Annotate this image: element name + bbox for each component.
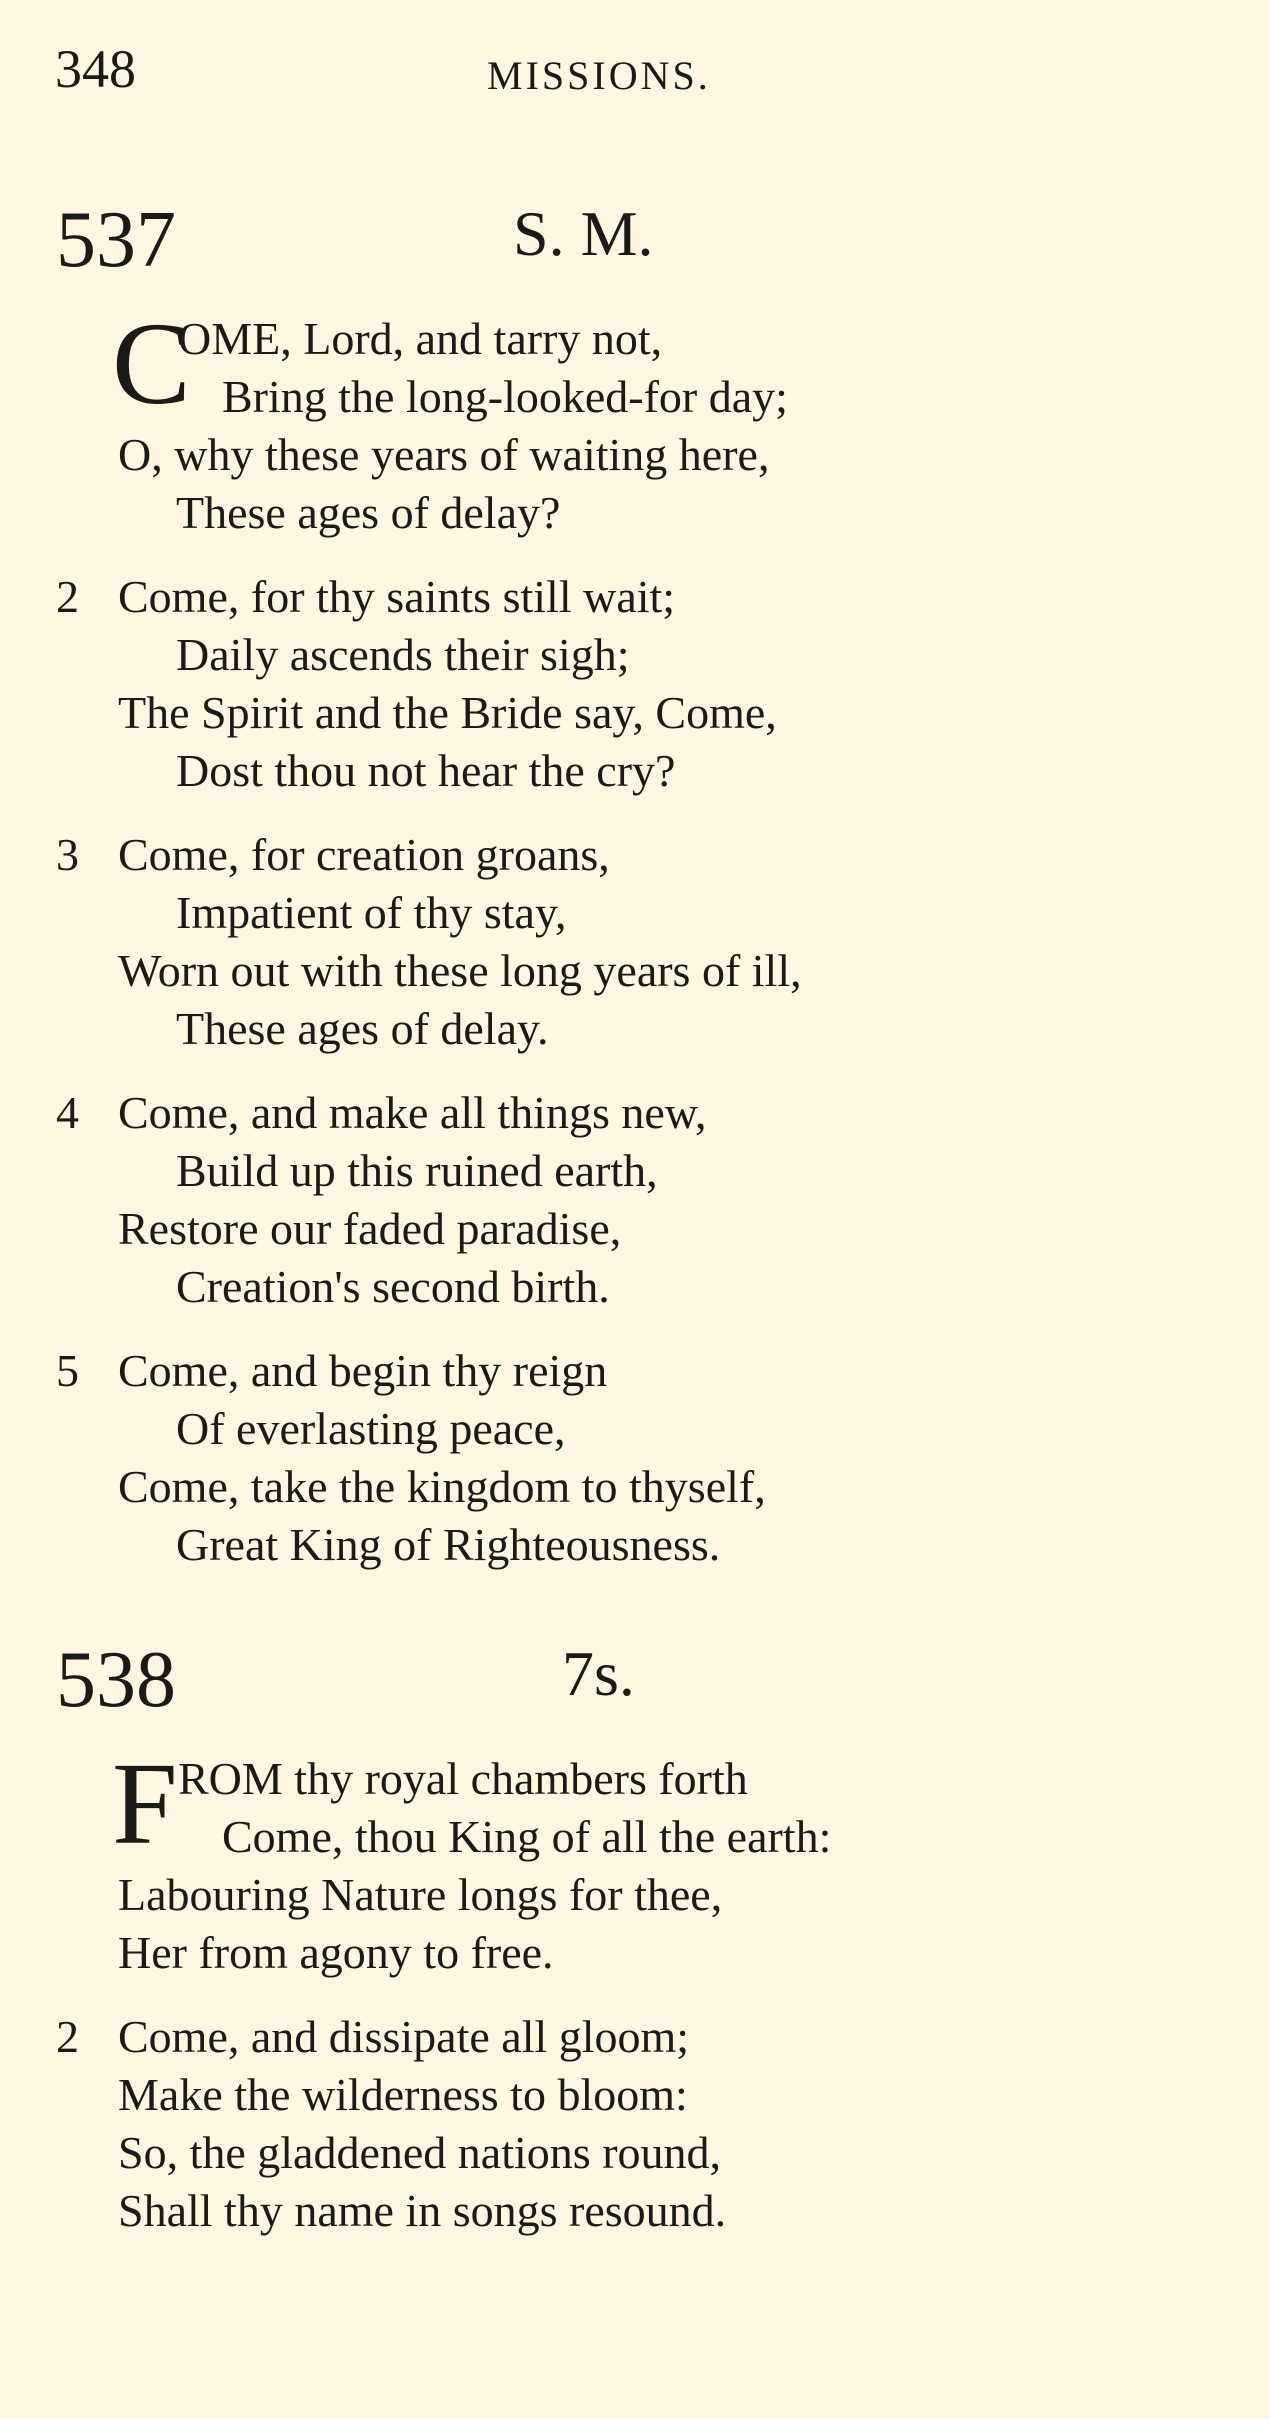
first-line-text: ROM thy royal chambers forth (178, 1753, 748, 1804)
stanza-line: These ages of delay. (176, 1003, 549, 1054)
stanza-2 (0, 568, 1270, 800)
stanza-line: The Spirit and the Bride say, Come, (118, 687, 777, 738)
hymn-537 (0, 196, 1270, 1600)
page-number: 348 (55, 39, 136, 99)
hymn-meter: S. M. (513, 198, 654, 269)
stanza-number: 2 (56, 571, 79, 622)
stanza-line: Dost thou not hear the cry? (176, 745, 676, 796)
stanza-1 (0, 1738, 1270, 1982)
stanza-line: Make the wilderness to bloom: (118, 2069, 688, 2120)
stanza-line: Come, take the kingdom to thyself, (118, 1461, 766, 1512)
stanza-4 (0, 1084, 1270, 1316)
stanza-line (0, 1342, 1270, 1400)
first-line-text: OME, Lord, and tarry not, (178, 313, 663, 364)
hymn-538 (0, 1636, 1270, 2266)
stanza-3 (0, 826, 1270, 1058)
stanza-line: Creation's second birth. (176, 1261, 610, 1312)
stanza-2 (0, 2008, 1270, 2240)
stanza-line: Worn out with these long years of ill, (118, 945, 802, 996)
running-head (0, 38, 1270, 108)
stanza-line: Restore our faded paradise, (118, 1203, 622, 1254)
stanza-line: Labouring Nature longs for thee, (118, 1869, 723, 1920)
stanza-line: Come, thou King of all the earth: (222, 1811, 832, 1862)
stanza-5 (0, 1342, 1270, 1574)
stanza-line: Shall thy name in songs resound. (118, 2185, 727, 2236)
stanza-line: Great King of Righteousness. (176, 1519, 721, 1570)
stanza-number: 2 (56, 2011, 79, 2062)
hymn-heading (0, 1636, 1270, 1750)
stanza-line: O, why these years of waiting here, (118, 429, 770, 480)
stanza-line: Daily ascends their sigh; (176, 629, 630, 680)
drop-cap: F (112, 1738, 178, 1869)
hymn-number: 538 (56, 1636, 176, 1724)
drop-cap: C (112, 298, 191, 429)
stanza-1 (0, 298, 1270, 542)
stanza-line (0, 826, 1270, 884)
stanza-line (0, 2008, 1270, 2066)
stanza-number: 4 (56, 1087, 79, 1138)
stanza-line: Impatient of thy stay, (176, 887, 567, 938)
running-title: MISSIONS. (487, 53, 711, 98)
stanza-line: Build up this ruined earth, (176, 1145, 658, 1196)
hymn-heading (0, 196, 1270, 310)
stanza-line: Her from agony to free. (118, 1927, 554, 1978)
stanza-line-text: Come, for creation groans, (118, 829, 610, 880)
stanza-line-text: Come, for thy saints still wait; (118, 571, 676, 622)
stanza-line: These ages of delay? (176, 487, 561, 538)
stanza-line (0, 568, 1270, 626)
stanza-line: So, the gladdened nations round, (118, 2127, 722, 2178)
stanza-line: Bring the long-looked-for day; (222, 371, 788, 422)
stanza-line-text: Come, and make all things new, (118, 1087, 707, 1138)
stanza-line-text: Come, and dissipate all gloom; (118, 2011, 690, 2062)
stanza-line (0, 1084, 1270, 1142)
stanza-number: 3 (56, 829, 79, 880)
stanza-number: 5 (56, 1345, 79, 1396)
stanza-line-text: Come, and begin thy reign (118, 1345, 608, 1396)
hymn-number: 537 (56, 196, 176, 284)
stanza-line: Of everlasting peace, (176, 1403, 566, 1454)
hymn-meter: 7s. (562, 1638, 635, 1709)
